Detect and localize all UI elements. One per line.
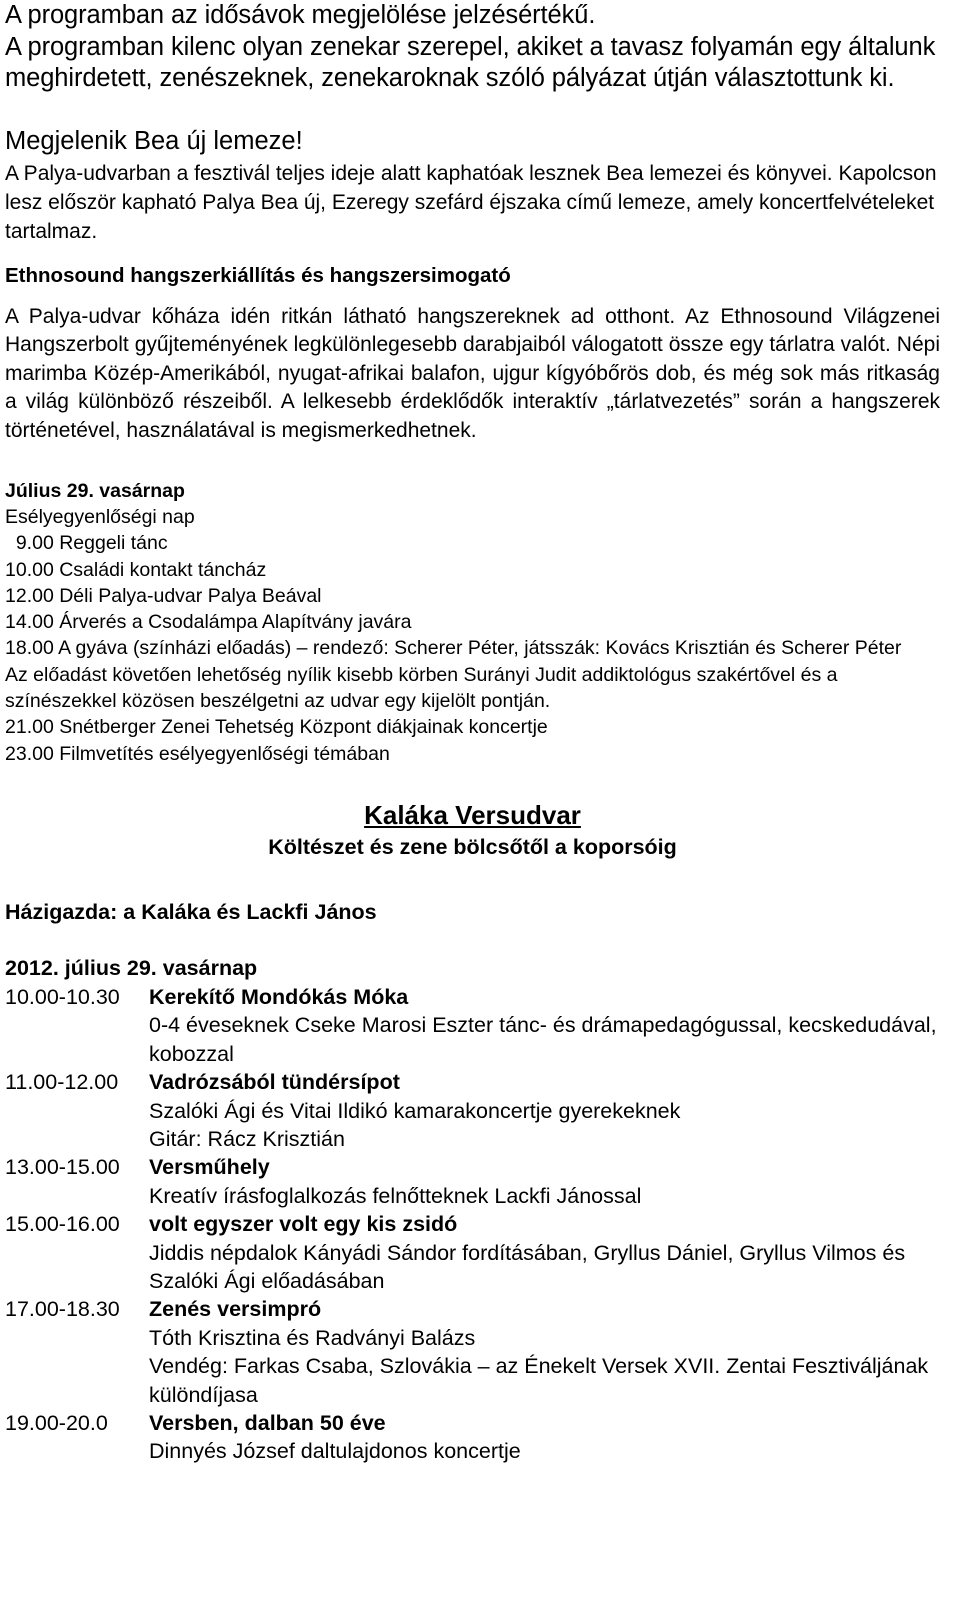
- program-time: 17.00-18.30: [5, 1297, 120, 1322]
- program-item: [5, 1210, 940, 1295]
- schedule-line: 12.00 Déli Palya-udvar Palya Beával: [5, 584, 322, 607]
- program-time: 10.00-10.30: [5, 984, 120, 1009]
- kalaka-title-block: [5, 800, 940, 863]
- program-item: [5, 1153, 940, 1210]
- program-detail: 0-4 éveseknek Cseke Marosi Eszter tánc- és drámapedagógussal, kecskedudával, kobozzal: [149, 1013, 937, 1066]
- bea-body: A Palya-udvarban a fesztivál teljes ideje alatt kaphatóak lesznek Bea lemezei és könyvei. Kapolcson lesz először kapható Palya Bea új, Ezeregy szefárd éjszaka című lemeze, amely koncertfelvételeket tartalmaz.: [5, 161, 937, 243]
- day-schedule: [5, 504, 940, 767]
- program-detail: Tóth Krisztina és Radványi Balázs: [149, 1325, 476, 1350]
- program-detail: Vendég: Farkas Csaba, Szlovákia – az Énekelt Versek XVII. Zentai Fesztiváljának: [149, 1354, 929, 1379]
- schedule-line: 18.00 A gyáva (színházi előadás) – rendező: Scherer Péter, játsszák: Kovács Krisztián és Scherer Péter: [5, 637, 902, 660]
- day-date: Július 29. vasárnap: [5, 480, 185, 502]
- kalaka-date: 2012. július 29. vasárnap: [5, 955, 258, 980]
- program-title: Versben, dalban 50 éve: [149, 1411, 386, 1436]
- program-detail: Dinnyés József daltulajdonos koncertje: [149, 1439, 521, 1464]
- document-page: [5, 0, 940, 1466]
- program-detail: különdíjasa: [149, 1382, 258, 1407]
- schedule-line: Esélyegyenlőségi nap: [5, 506, 195, 528]
- program-time: 19.00-20.0: [5, 1411, 108, 1436]
- intro-line-2: A programban kilenc olyan zenekar szerepel, akiket a tavasz folyamán egy általunk meghirdetett, zenészeknek, zenekaroknak szóló pályázat útján választottunk ki.: [5, 32, 936, 92]
- program-detail: Jiddis népdalok Kányádi Sándor fordításában, Gryllus Dániel, Gryllus Vilmos és Szalóki Ági előadásában: [149, 1240, 906, 1294]
- program-detail: Gitár: Rácz Krisztián: [149, 1127, 345, 1151]
- program-time: 13.00-15.00: [5, 1155, 120, 1180]
- schedule-line: 23.00 Filmvetítés esélyegyenlőségi témában: [5, 742, 390, 765]
- program-detail: Kreatív írásfoglalkozás felnőtteknek Lackfi Jánossal: [149, 1183, 642, 1208]
- program-item: [5, 1068, 940, 1153]
- program-title: volt egyszer volt egy kis zsidó: [149, 1212, 458, 1237]
- schedule-line: 9.00 Reggeli tánc: [5, 532, 168, 555]
- program-title: Kerekítő Mondókás Móka: [149, 984, 409, 1009]
- program-time: 11.00-12.00: [5, 1070, 119, 1095]
- kalaka-subtitle: Költészet és zene bölcsőtől a koporsóig: [268, 834, 677, 859]
- kalaka-program: [5, 983, 940, 1466]
- kalaka-host: Házigazda: a Kaláka és Lackfi János: [5, 899, 377, 924]
- program-item: [5, 1409, 940, 1466]
- program-title: Versműhely: [149, 1155, 270, 1180]
- schedule-line: 10.00 Családi kontakt táncház: [5, 558, 267, 581]
- ethnosound-body: A Palya-udvar kőháza idén ritkán látható hangszereknek ad otthont. Az Ethnosound Világzenei Hangszerbolt gyűjteményének legkülönlegesebb darabjaiból válogatott össze egy tárlatra valót. Népi marimba Közép-Amerikából, nyugat-afrikai balafon, ujgur kígyóbőrös dob, és még sok más ritkaság a világ különböző részeiből. A lelkesebb érdeklődők interaktív „tárlatvezetés” során a hangszerek történetével, használatával is megismerkedhetnek.: [5, 304, 940, 442]
- program-item: [5, 983, 940, 1068]
- intro-line-1: A programban az idősávok megjelölése jelzésértékű.: [5, 1, 596, 29]
- program-item: [5, 1295, 940, 1409]
- kalaka-title: Kaláka Versudvar: [364, 799, 581, 830]
- program-detail: Szalóki Ági és Vitai Ildikó kamarakoncertje gyerekeknek: [149, 1098, 681, 1123]
- program-time: 15.00-16.00: [5, 1212, 120, 1237]
- program-title: Zenés versimpró: [149, 1297, 322, 1322]
- schedule-line: 21.00 Snétberger Zenei Tehetség Központ diákjainak koncertje: [5, 716, 548, 739]
- bea-heading: Megjelenik Bea új lemeze!: [5, 126, 303, 155]
- program-title: Vadrózsából tündérsípot: [149, 1070, 400, 1095]
- schedule-line: 14.00 Árverés a Csodalámpa Alapítvány javára: [5, 611, 412, 634]
- ethnosound-heading: Ethnosound hangszerkiállítás és hangszersimogató: [5, 263, 511, 287]
- schedule-line: Az előadást követően lehetőség nyílik kisebb körben Surányi Judit addiktológus szakértővel és a színészekkel közösen beszélgetni az udvar egy kijelölt pontján.: [5, 663, 838, 713]
